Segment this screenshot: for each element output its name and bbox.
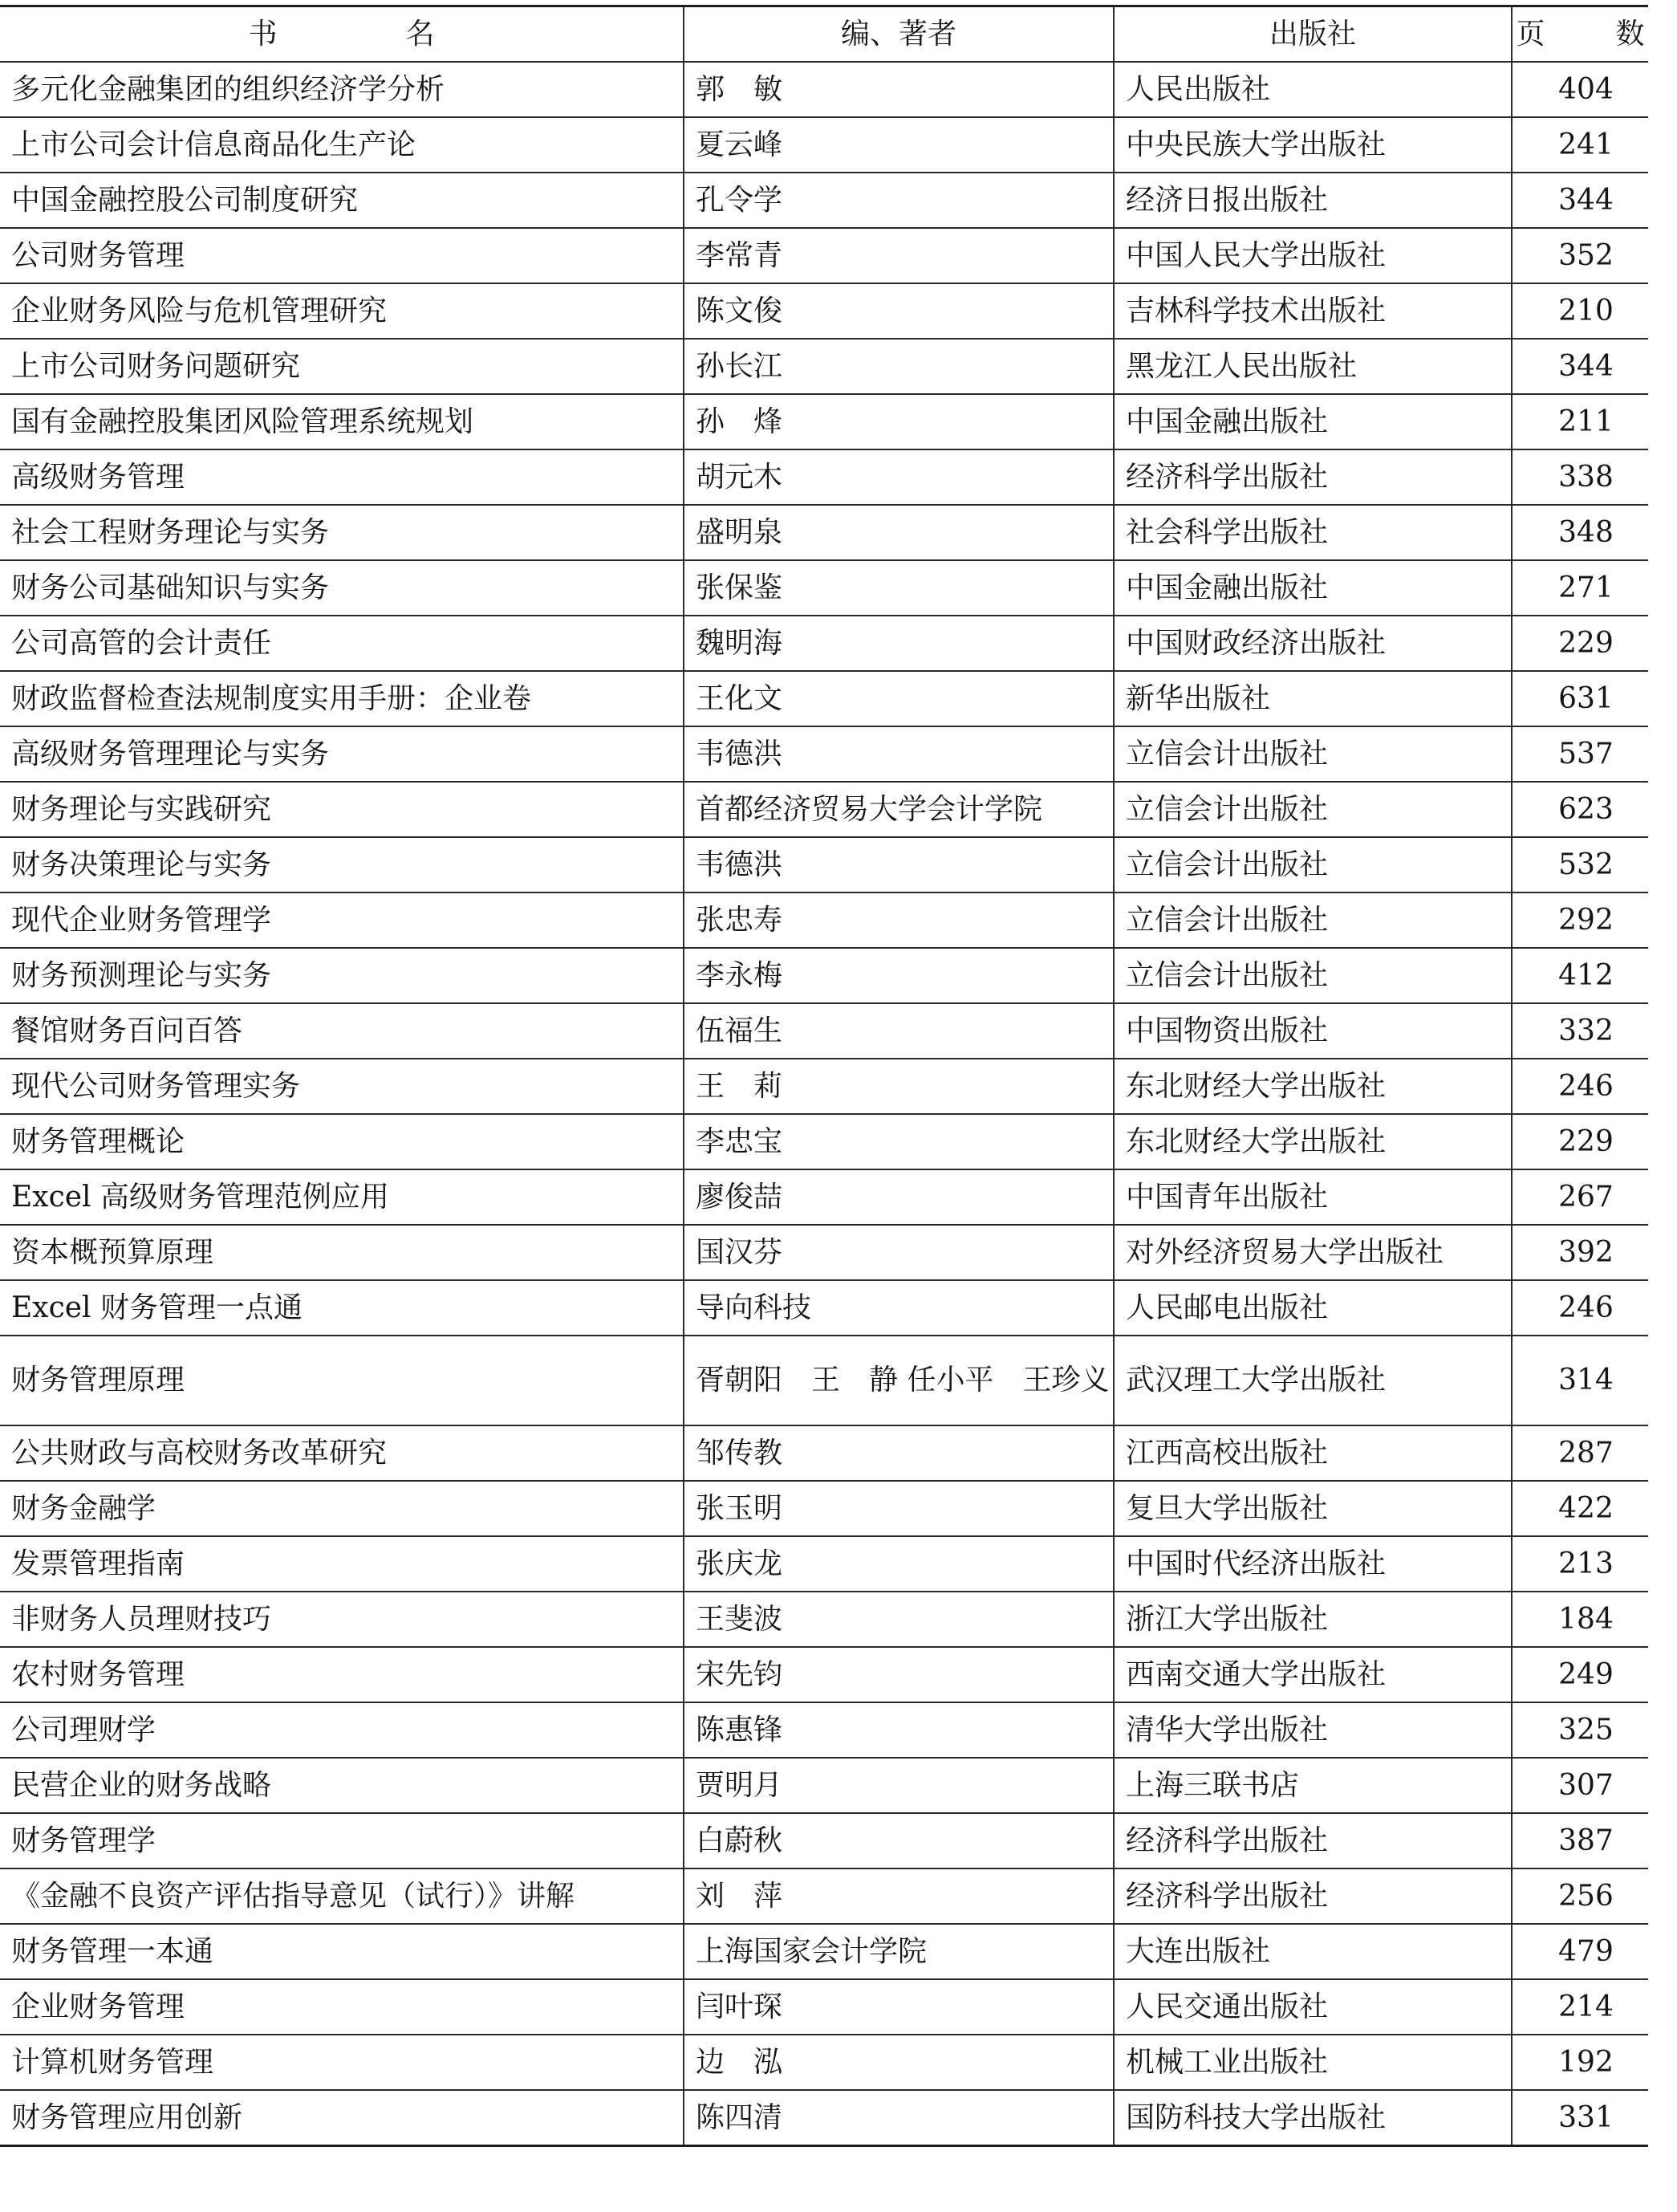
cell-title: 财务管理应用创新 bbox=[0, 2090, 684, 2146]
cell-publisher: 中国财政经济出版社 bbox=[1114, 616, 1512, 671]
cell-author: 韦德洪 bbox=[684, 837, 1114, 893]
cell-title: 现代企业财务管理学 bbox=[0, 893, 684, 948]
cell-publisher: 复旦大学出版社 bbox=[1114, 1481, 1512, 1536]
cell-pages: 210 bbox=[1512, 283, 1648, 339]
cell-publisher: 立信会计出版社 bbox=[1114, 893, 1512, 948]
cell-publisher: 对外经济贸易大学出版社 bbox=[1114, 1225, 1512, 1280]
cell-title: 社会工程财务理论与实务 bbox=[0, 505, 684, 560]
cell-author: 孙 烽 bbox=[684, 394, 1114, 449]
table-row bbox=[0, 62, 1648, 117]
cell-author: 边 泓 bbox=[684, 2035, 1114, 2090]
cell-author: 李常青 bbox=[684, 228, 1114, 283]
cell-pages: 631 bbox=[1512, 671, 1648, 726]
cell-author: 郭 敏 bbox=[684, 62, 1114, 117]
cell-author: 王 莉 bbox=[684, 1059, 1114, 1114]
cell-author: 韦德洪 bbox=[684, 726, 1114, 782]
cell-pages: 246 bbox=[1512, 1059, 1648, 1114]
cell-publisher: 东北财经大学出版社 bbox=[1114, 1059, 1512, 1114]
book-table bbox=[0, 5, 1666, 2147]
cell-publisher: 中国青年出版社 bbox=[1114, 1169, 1512, 1225]
header-author: 编、著者 bbox=[684, 6, 1114, 63]
table-row bbox=[0, 449, 1648, 505]
cell-author: 伍福生 bbox=[684, 1003, 1114, 1059]
table-row bbox=[0, 1592, 1648, 1647]
cell-author: 上海国家会计学院 bbox=[684, 1924, 1114, 1979]
cell-title: 公共财政与高校财务改革研究 bbox=[0, 1425, 684, 1481]
table-row bbox=[0, 837, 1648, 893]
table-row bbox=[0, 893, 1648, 948]
cell-publisher: 中国时代经济出版社 bbox=[1114, 1536, 1512, 1592]
cell-publisher: 立信会计出版社 bbox=[1114, 948, 1512, 1003]
cell-pages: 249 bbox=[1512, 1647, 1648, 1702]
cell-pages: 532 bbox=[1512, 837, 1648, 893]
cell-title: Excel 财务管理一点通 bbox=[0, 1280, 684, 1336]
cell-pages: 192 bbox=[1512, 2035, 1648, 2090]
table-row bbox=[0, 1924, 1648, 1979]
cell-publisher: 中央民族大学出版社 bbox=[1114, 117, 1512, 173]
cell-publisher: 上海三联书店 bbox=[1114, 1758, 1512, 1813]
cell-title: 民营企业的财务战略 bbox=[0, 1758, 684, 1813]
cell-pages: 214 bbox=[1512, 1979, 1648, 2035]
table-row bbox=[0, 1481, 1648, 1536]
cell-pages: 307 bbox=[1512, 1758, 1648, 1813]
table-row bbox=[0, 616, 1648, 671]
cell-author: 张玉明 bbox=[684, 1481, 1114, 1536]
cell-title: 发票管理指南 bbox=[0, 1536, 684, 1592]
cell-pages: 211 bbox=[1512, 394, 1648, 449]
cell-title: 高级财务管理 bbox=[0, 449, 684, 505]
table-row bbox=[0, 339, 1648, 394]
cell-pages: 184 bbox=[1512, 1592, 1648, 1647]
cell-title: 计算机财务管理 bbox=[0, 2035, 684, 2090]
table-header-row bbox=[0, 6, 1648, 63]
cell-pages: 287 bbox=[1512, 1425, 1648, 1481]
cell-publisher: 中国物资出版社 bbox=[1114, 1003, 1512, 1059]
cell-pages: 229 bbox=[1512, 1114, 1648, 1169]
cell-author: 陈文俊 bbox=[684, 283, 1114, 339]
cell-title: 企业财务风险与危机管理研究 bbox=[0, 283, 684, 339]
cell-author: 盛明泉 bbox=[684, 505, 1114, 560]
cell-author: 孔令学 bbox=[684, 173, 1114, 228]
cell-author: 夏云峰 bbox=[684, 117, 1114, 173]
cell-pages: 412 bbox=[1512, 948, 1648, 1003]
cell-author: 国汉芬 bbox=[684, 1225, 1114, 1280]
cell-publisher: 经济科学出版社 bbox=[1114, 1868, 1512, 1924]
cell-pages: 479 bbox=[1512, 1924, 1648, 1979]
cell-title: 多元化金融集团的组织经济学分析 bbox=[0, 62, 684, 117]
cell-pages: 422 bbox=[1512, 1481, 1648, 1536]
table-row bbox=[0, 173, 1648, 228]
cell-pages: 344 bbox=[1512, 339, 1648, 394]
table-row bbox=[0, 1336, 1648, 1425]
cell-publisher: 中国金融出版社 bbox=[1114, 394, 1512, 449]
cell-publisher: 武汉理工大学出版社 bbox=[1114, 1336, 1512, 1425]
cell-author: 白蔚秋 bbox=[684, 1813, 1114, 1868]
cell-pages: 314 bbox=[1512, 1336, 1648, 1425]
cell-publisher: 立信会计出版社 bbox=[1114, 837, 1512, 893]
cell-publisher: 人民邮电出版社 bbox=[1114, 1280, 1512, 1336]
table-row bbox=[0, 117, 1648, 173]
cell-title: 财务管理原理 bbox=[0, 1336, 684, 1425]
cell-pages: 325 bbox=[1512, 1702, 1648, 1758]
cell-pages: 267 bbox=[1512, 1169, 1648, 1225]
cell-title: 财政监督检查法规制度实用手册：企业卷 bbox=[0, 671, 684, 726]
cell-pages: 387 bbox=[1512, 1813, 1648, 1868]
cell-pages: 331 bbox=[1512, 2090, 1648, 2146]
cell-title: 财务管理学 bbox=[0, 1813, 684, 1868]
cell-pages: 229 bbox=[1512, 616, 1648, 671]
cell-publisher: 国防科技大学出版社 bbox=[1114, 2090, 1512, 2146]
cell-author: 贾明月 bbox=[684, 1758, 1114, 1813]
table-row bbox=[0, 1425, 1648, 1481]
table-row bbox=[0, 1003, 1648, 1059]
header-title: 书 名 bbox=[0, 6, 684, 63]
table-row bbox=[0, 505, 1648, 560]
cell-publisher: 立信会计出版社 bbox=[1114, 726, 1512, 782]
cell-pages: 271 bbox=[1512, 560, 1648, 616]
cell-author: 张保鉴 bbox=[684, 560, 1114, 616]
cell-title: 公司理财学 bbox=[0, 1702, 684, 1758]
cell-author: 李永梅 bbox=[684, 948, 1114, 1003]
cell-publisher: 人民交通出版社 bbox=[1114, 1979, 1512, 2035]
cell-author: 首都经济贸易大学会计学院 bbox=[684, 782, 1114, 837]
table-row bbox=[0, 948, 1648, 1003]
cell-pages: 392 bbox=[1512, 1225, 1648, 1280]
cell-publisher: 中国人民大学出版社 bbox=[1114, 228, 1512, 283]
cell-title: 财务管理一本通 bbox=[0, 1924, 684, 1979]
cell-author: 王化文 bbox=[684, 671, 1114, 726]
cell-author: 张忠寿 bbox=[684, 893, 1114, 948]
table-row bbox=[0, 2090, 1648, 2146]
cell-pages: 344 bbox=[1512, 173, 1648, 228]
cell-publisher: 浙江大学出版社 bbox=[1114, 1592, 1512, 1647]
cell-author: 刘 萍 bbox=[684, 1868, 1114, 1924]
table-row bbox=[0, 1059, 1648, 1114]
cell-pages: 352 bbox=[1512, 228, 1648, 283]
cell-author: 魏明海 bbox=[684, 616, 1114, 671]
book-list-page bbox=[0, 5, 1666, 2210]
table-row bbox=[0, 1280, 1648, 1336]
table-row bbox=[0, 782, 1648, 837]
table-row bbox=[0, 1536, 1648, 1592]
cell-pages: 348 bbox=[1512, 505, 1648, 560]
table-row bbox=[0, 1169, 1648, 1225]
cell-title: 高级财务管理理论与实务 bbox=[0, 726, 684, 782]
table-row bbox=[0, 394, 1648, 449]
cell-title: 国有金融控股集团风险管理系统规划 bbox=[0, 394, 684, 449]
cell-pages: 213 bbox=[1512, 1536, 1648, 1592]
table-row bbox=[0, 1758, 1648, 1813]
cell-author: 陈四清 bbox=[684, 2090, 1114, 2146]
cell-title: Excel 高级财务管理范例应用 bbox=[0, 1169, 684, 1225]
cell-publisher: 经济科学出版社 bbox=[1114, 1813, 1512, 1868]
cell-author: 胡元木 bbox=[684, 449, 1114, 505]
cell-author: 导向科技 bbox=[684, 1280, 1114, 1336]
cell-pages: 256 bbox=[1512, 1868, 1648, 1924]
cell-title: 公司财务管理 bbox=[0, 228, 684, 283]
cell-pages: 537 bbox=[1512, 726, 1648, 782]
table-row bbox=[0, 726, 1648, 782]
cell-author: 陈惠锋 bbox=[684, 1702, 1114, 1758]
cell-publisher: 黑龙江人民出版社 bbox=[1114, 339, 1512, 394]
cell-author: 邹传教 bbox=[684, 1425, 1114, 1481]
header-pages: 页 数 bbox=[1512, 6, 1648, 63]
cell-pages: 246 bbox=[1512, 1280, 1648, 1336]
cell-publisher: 经济日报出版社 bbox=[1114, 173, 1512, 228]
table-row bbox=[0, 228, 1648, 283]
cell-title: 餐馆财务百问百答 bbox=[0, 1003, 684, 1059]
table-row bbox=[0, 1647, 1648, 1702]
cell-publisher: 大连出版社 bbox=[1114, 1924, 1512, 1979]
cell-title: 上市公司财务问题研究 bbox=[0, 339, 684, 394]
cell-title: 企业财务管理 bbox=[0, 1979, 684, 2035]
cell-author: 闫叶琛 bbox=[684, 1979, 1114, 2035]
table-row bbox=[0, 1702, 1648, 1758]
cell-title: 财务决策理论与实务 bbox=[0, 837, 684, 893]
table-body bbox=[0, 62, 1648, 2146]
cell-pages: 292 bbox=[1512, 893, 1648, 948]
cell-publisher: 吉林科学技术出版社 bbox=[1114, 283, 1512, 339]
cell-pages: 404 bbox=[1512, 62, 1648, 117]
cell-author: 胥朝阳 王 静 任小平 王珍义 bbox=[684, 1336, 1114, 1425]
cell-title: 非财务人员理财技巧 bbox=[0, 1592, 684, 1647]
cell-title: 财务理论与实践研究 bbox=[0, 782, 684, 837]
table-row bbox=[0, 1868, 1648, 1924]
table-row bbox=[0, 283, 1648, 339]
cell-publisher: 中国金融出版社 bbox=[1114, 560, 1512, 616]
cell-title: 上市公司会计信息商品化生产论 bbox=[0, 117, 684, 173]
cell-publisher: 人民出版社 bbox=[1114, 62, 1512, 117]
cell-author: 王斐波 bbox=[684, 1592, 1114, 1647]
cell-author: 廖俊喆 bbox=[684, 1169, 1114, 1225]
table-row bbox=[0, 1813, 1648, 1868]
table-row bbox=[0, 1114, 1648, 1169]
cell-publisher: 机械工业出版社 bbox=[1114, 2035, 1512, 2090]
cell-pages: 332 bbox=[1512, 1003, 1648, 1059]
cell-title: 《金融不良资产评估指导意见（试行）》讲解 bbox=[0, 1868, 684, 1924]
cell-publisher: 经济科学出版社 bbox=[1114, 449, 1512, 505]
cell-publisher: 新华出版社 bbox=[1114, 671, 1512, 726]
cell-pages: 338 bbox=[1512, 449, 1648, 505]
cell-publisher: 东北财经大学出版社 bbox=[1114, 1114, 1512, 1169]
cell-author: 张庆龙 bbox=[684, 1536, 1114, 1592]
cell-title: 中国金融控股公司制度研究 bbox=[0, 173, 684, 228]
cell-title: 农村财务管理 bbox=[0, 1647, 684, 1702]
cell-publisher: 立信会计出版社 bbox=[1114, 782, 1512, 837]
table-row bbox=[0, 1979, 1648, 2035]
table-row bbox=[0, 1225, 1648, 1280]
header-publisher: 出版社 bbox=[1114, 6, 1512, 63]
cell-publisher: 社会科学出版社 bbox=[1114, 505, 1512, 560]
cell-pages: 623 bbox=[1512, 782, 1648, 837]
cell-title: 财务金融学 bbox=[0, 1481, 684, 1536]
cell-title: 财务公司基础知识与实务 bbox=[0, 560, 684, 616]
cell-author: 宋先钧 bbox=[684, 1647, 1114, 1702]
table-row bbox=[0, 671, 1648, 726]
cell-pages: 241 bbox=[1512, 117, 1648, 173]
cell-title: 现代公司财务管理实务 bbox=[0, 1059, 684, 1114]
cell-title: 财务管理概论 bbox=[0, 1114, 684, 1169]
cell-title: 公司高管的会计责任 bbox=[0, 616, 684, 671]
cell-title: 资本概预算原理 bbox=[0, 1225, 684, 1280]
cell-publisher: 西南交通大学出版社 bbox=[1114, 1647, 1512, 1702]
cell-publisher: 清华大学出版社 bbox=[1114, 1702, 1512, 1758]
table-row bbox=[0, 2035, 1648, 2090]
cell-author: 李忠宝 bbox=[684, 1114, 1114, 1169]
table-row bbox=[0, 560, 1648, 616]
cell-publisher: 江西高校出版社 bbox=[1114, 1425, 1512, 1481]
cell-author: 孙长江 bbox=[684, 339, 1114, 394]
cell-title: 财务预测理论与实务 bbox=[0, 948, 684, 1003]
